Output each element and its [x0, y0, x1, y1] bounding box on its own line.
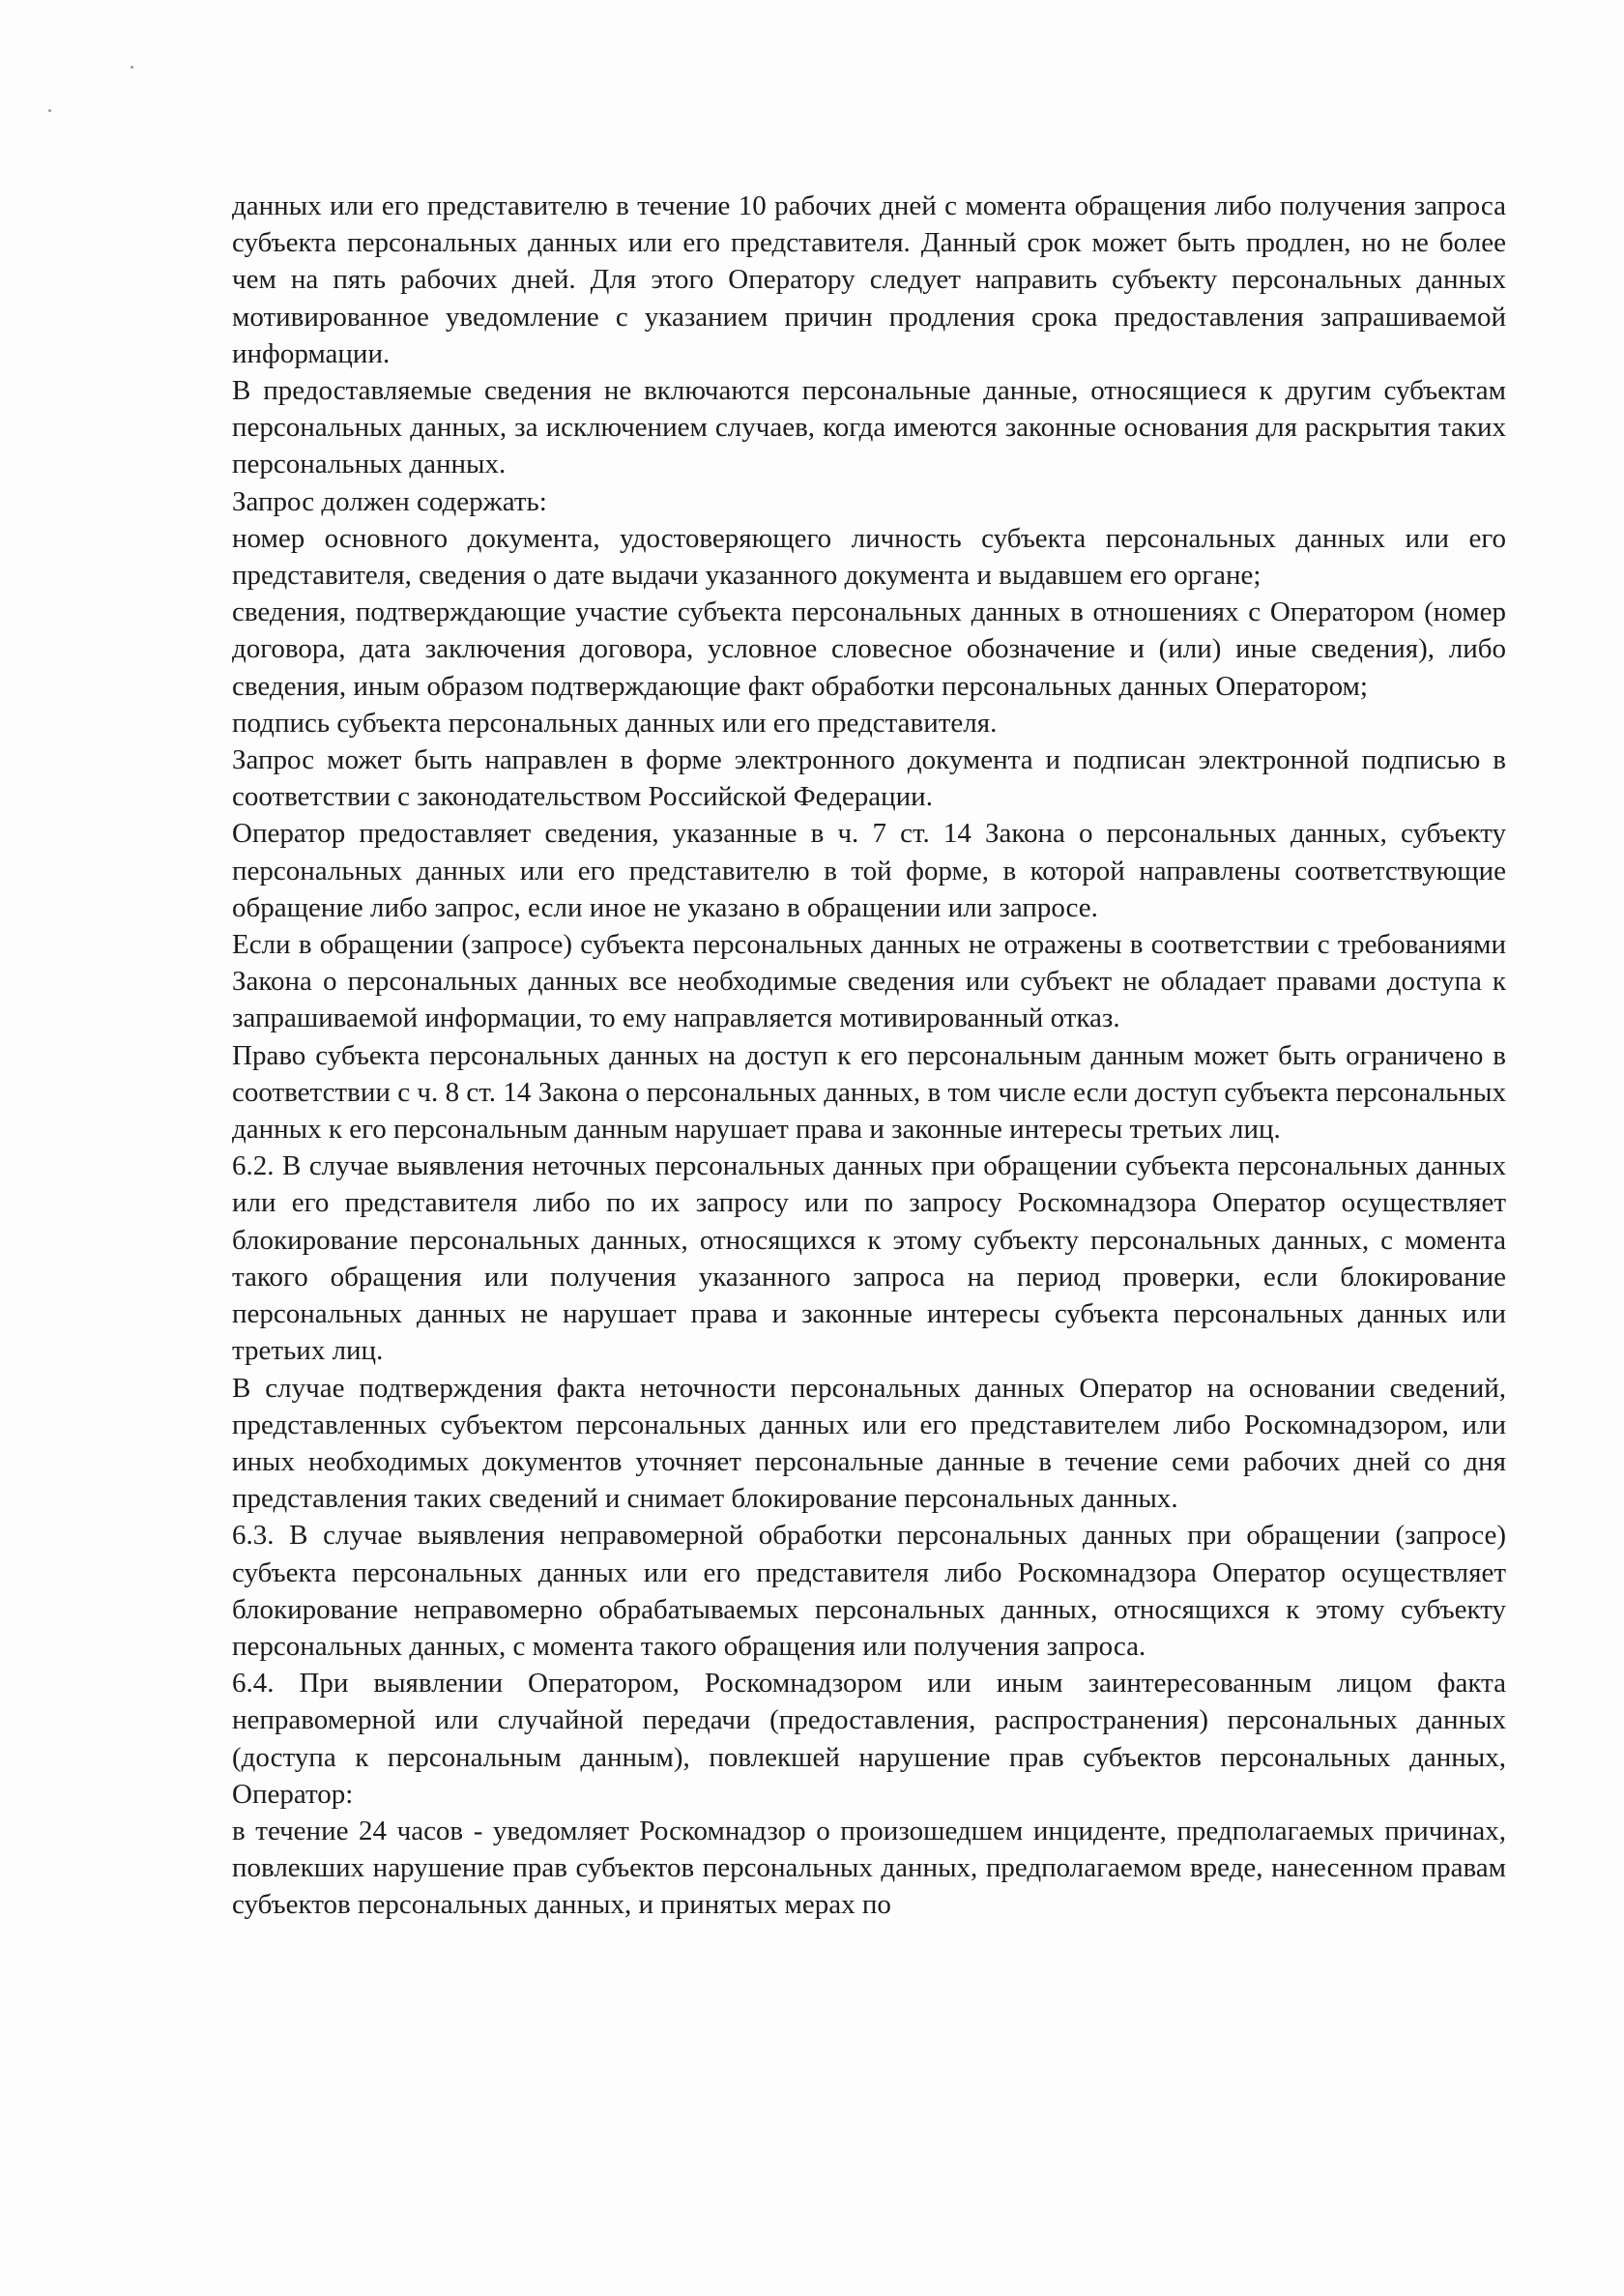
paragraph: номер основного документа, удостоверяющего личность субъекта персональных данных или его представителя, сведения о дате выдачи указанного документа и выдавшем его органе; — [232, 522, 1506, 592]
paragraph: данных или его представителю в течение 10 рабочих дней с момента обращения либо получения запроса субъекта персональных данных или его представителя. Данный срок может быть продлен, но не более чем на пять рабочих дней. Для этого Оператору следует направить субъекту персональных данных мотивированное уведомление с указанием причин продления срока предоставления запрашиваемой информации. — [232, 190, 1506, 369]
paragraph: в течение 24 часов - уведомляет Роскомнадзор о произошедшем инциденте, предполагаемых причинах, повлекших нарушение прав субъектов персональных данных, предполагаемом вреде, нанесенном правам субъектов персональных данных, и принятых мерах по — [232, 1815, 1506, 1921]
paragraph: 6.3. В случае выявления неправомерной обработки персональных данных при обращении (запросе) субъекта персональных данных или его представителя либо Роскомнадзора Оператор осуществляет блокирование неправомерно обрабатываемых персональных данных, относящихся к этому субъекту персональных данных, с момента такого обращения или получения запроса. — [232, 1520, 1506, 1662]
paragraph: Запрос может быть направлен в форме электронного документа и подписан электронной подписью в соответствии с законодательством Российской Федерации. — [232, 744, 1506, 813]
scan-artifact — [130, 66, 133, 69]
paragraph: подпись субъекта персональных данных или его представителя. — [232, 707, 998, 739]
paragraph: В предоставляемые сведения не включаются персональные данные, относящиеся к другим субъектам персональных данных, за исключением случаев, когда имеются законные основания для раскрытия таких персональных данных. — [232, 375, 1506, 480]
scan-artifact — [48, 109, 51, 112]
paragraph: Если в обращении (запросе) субъекта персональных данных не отражены в соответствии с требованиями Закона о персональных данных все необходимые сведения или субъект не обладает правами доступа к запрашиваемой информации, то ему направляется мотивированный отказ. — [232, 929, 1506, 1034]
paragraph: Запрос должен содержать: — [232, 485, 547, 517]
paragraph: 6.4. При выявлении Оператором, Роскомнадзором или иным заинтересованным лицом факта неправомерной или случайной передачи (предоставления, распространения) персональных данных (доступа к персональным данным), повлекшей нарушение прав субъектов персональных данных, Оператор: — [232, 1668, 1506, 1810]
paragraph: В случае подтверждения факта неточности персональных данных Оператор на основании сведений, представленных субъектом персональных данных или его представителем либо Роскомнадзором, или иных необходимых документов уточняет персональные данные в течение семи рабочих дней со дня представления таких сведений и снимает блокирование персональных данных. — [232, 1372, 1506, 1515]
paragraph: сведения, подтверждающие участие субъекта персональных данных в отношениях с Оператором (номер договора, дата заключения договора, условное словесное обозначение и (или) иные сведения), либо сведения, иным образом подтверждающие факт обработки персональных данных Оператором; — [232, 596, 1506, 702]
paragraph: Право субъекта персональных данных на доступ к его персональным данным может быть ограничено в соответствии с ч. 8 ст. 14 Закона о персональных данных, в том числе если доступ субъекта персональных данных к его персональным данным нарушает права и законные интересы третьих лиц. — [232, 1039, 1506, 1146]
paragraph: Оператор предоставляет сведения, указанные в ч. 7 ст. 14 Закона о персональных данных, субъекту персональных данных или его представителю в той форме, в которой направлены соответствующие обращение либо запрос, если иное не указано в обращении или запросе. — [232, 818, 1506, 923]
document-body — [232, 188, 1506, 1924]
paragraph: 6.2. В случае выявления неточных персональных данных при обращении субъекта персональных данных или его представителя либо по их запросу или по запросу Роскомнадзора Оператор осуществляет блокирование персональных данных, относящихся к этому субъекту персональных данных, с момента такого обращения или получения указанного запроса на период проверки, если блокирование персональных данных не нарушает права и законные интересы субъекта персональных данных или третьих лиц. — [232, 1150, 1506, 1367]
